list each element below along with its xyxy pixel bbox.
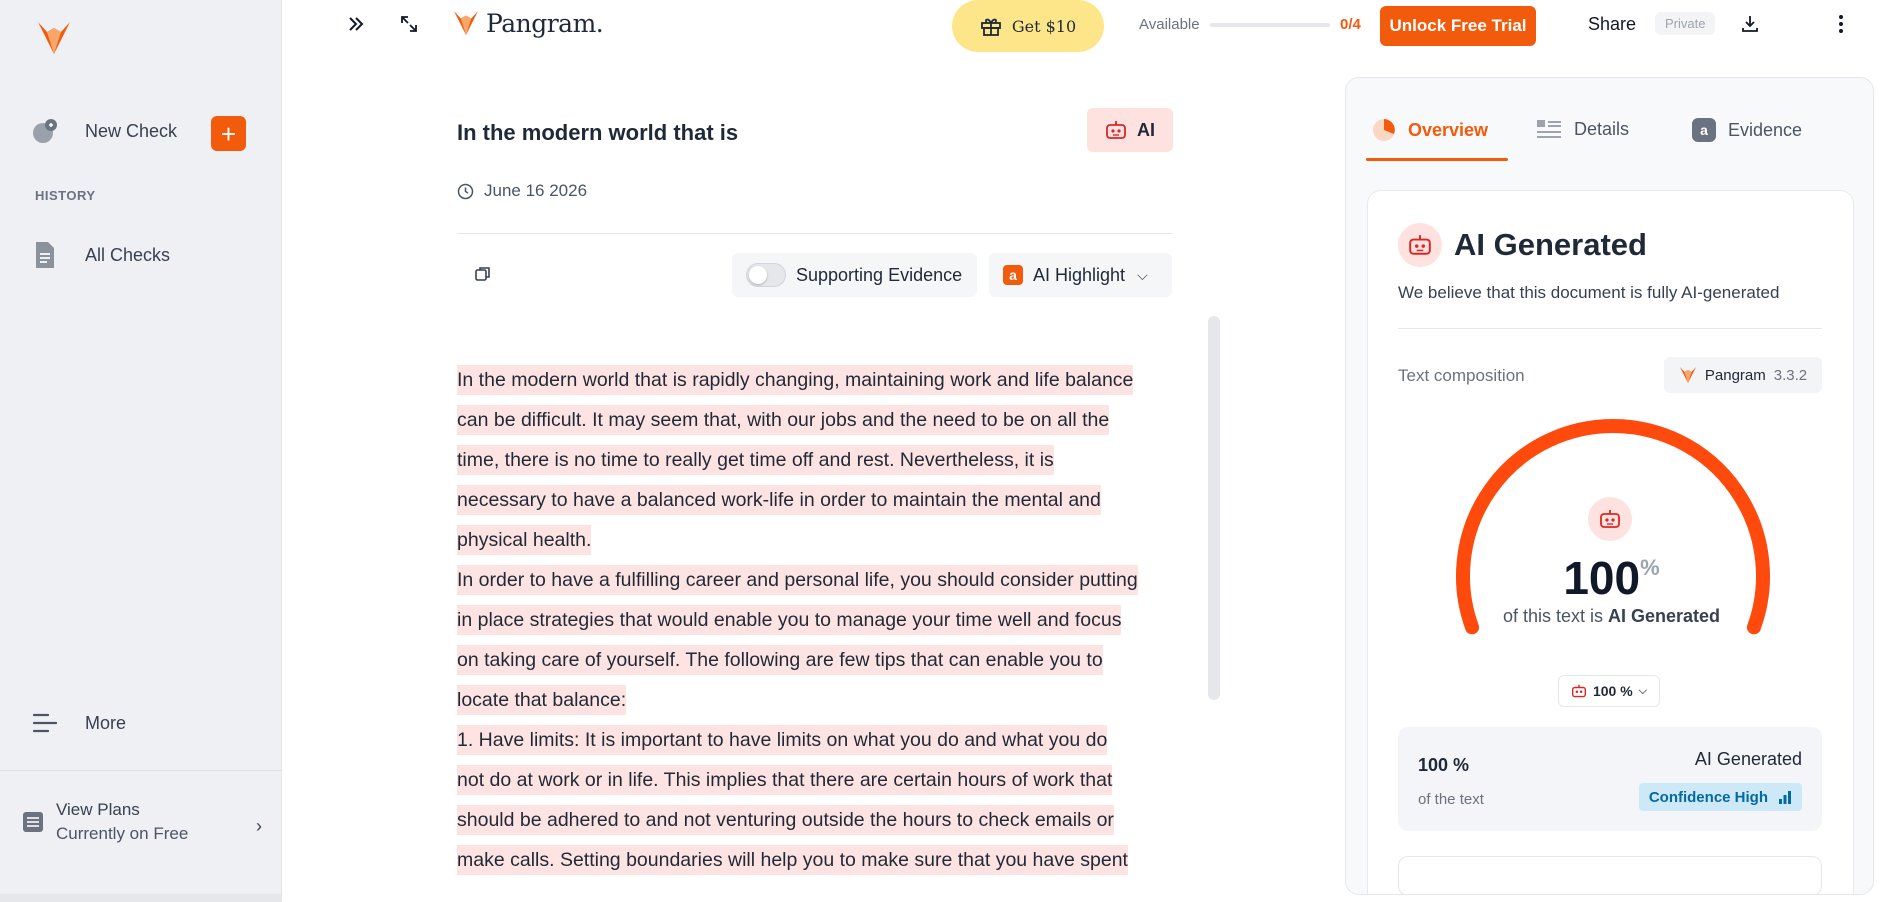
document-line [457, 720, 1177, 760]
plans-subtitle: Currently on Free [56, 824, 189, 843]
new-check-label: New Check [85, 120, 178, 141]
ai-highlighted-text: not do at work or in life. This implies that there are certain hours of work that [457, 765, 1112, 795]
more-menu[interactable] [30, 708, 126, 738]
gauge-number: 100 [1563, 552, 1641, 604]
sidebar [0, 0, 282, 902]
confidence-badge [1639, 783, 1802, 811]
document-line [457, 760, 1177, 800]
pangram-logo[interactable] [36, 18, 72, 58]
percentage-dropdown[interactable] [1558, 675, 1660, 707]
supporting-evidence-toggle[interactable] [732, 253, 977, 297]
model-version-chip [1664, 357, 1822, 393]
ai-highlighted-text: time, there is no time to really get time off and rest. Nevertheless, it is [457, 445, 1054, 475]
robot-icon [1105, 120, 1127, 140]
expand-sidebar-icon[interactable] [344, 12, 368, 36]
tab-evidence-label: Evidence [1728, 119, 1803, 140]
ai-highlighted-text: necessary to have a balanced work-life in order to maintain the mental and [457, 485, 1101, 515]
brand-name: Pangram. [486, 8, 604, 38]
get-10-button[interactable] [952, 0, 1104, 52]
model-name: Pangram [1704, 366, 1766, 384]
verdict-title: AI Generated [1454, 227, 1647, 262]
download-icon[interactable] [1738, 12, 1762, 36]
new-check-icon [30, 116, 60, 146]
next-section-card [1398, 856, 1822, 895]
available-count: 0/4 [1340, 16, 1361, 33]
view-plans-link[interactable] [22, 800, 262, 844]
card-divider [1398, 328, 1822, 329]
ai-highlighted-text: locate that balance: [457, 685, 626, 715]
plans-text [56, 800, 188, 844]
model-version: 3.3.2 [1773, 366, 1808, 384]
brand[interactable] [452, 8, 603, 38]
gift-icon [980, 15, 1002, 37]
new-check-plus-button[interactable]: + [211, 116, 246, 151]
tab-overview[interactable] [1372, 118, 1488, 142]
more-label: More [85, 712, 127, 733]
document-divider [457, 233, 1173, 234]
gauge-unit: % [1640, 555, 1660, 580]
sidebar-divider [0, 770, 282, 771]
document-scrollbar[interactable] [1208, 316, 1220, 700]
ai-highlighted-text: can be difficult. It may seem that, with our jobs and the need to be on all the [457, 405, 1109, 435]
document-line [457, 840, 1177, 880]
pie-icon [1372, 118, 1396, 142]
signal-bars-icon [1778, 790, 1792, 804]
robot-icon [1398, 223, 1442, 267]
private-badge[interactable]: Private [1655, 12, 1715, 35]
ai-highlighted-text: on taking care of yourself. The following are few tips that can enable you to [457, 645, 1103, 675]
get-10-label: Get $10 [1011, 16, 1077, 36]
document-title: In the modern world that is [457, 120, 739, 145]
ai-highlighted-text: physical health. [457, 525, 591, 555]
document-date-text: June 16 2026 [484, 181, 588, 200]
percentage-value: 100 % [1592, 683, 1633, 699]
new-check-link[interactable] [30, 116, 177, 146]
plans-title: View Plans [56, 800, 140, 819]
kebab-menu-icon[interactable] [1829, 12, 1853, 36]
ai-verdict-label: AI [1137, 119, 1155, 140]
details-icon [1536, 118, 1562, 140]
ai-highlight-label: AI Highlight [1033, 264, 1126, 285]
overview-card [1367, 190, 1854, 895]
pangram-a-icon: a [1003, 265, 1023, 285]
ai-highlighted-text: in place strategies that would enable you to manage your time well and focus [457, 605, 1121, 635]
result-summary [1398, 727, 1822, 831]
robot-small-icon [1571, 684, 1587, 698]
history-heading: HISTORY [35, 188, 96, 203]
document-line [457, 480, 1177, 520]
text-composition-label: Text composition [1398, 366, 1525, 385]
ai-highlight-dropdown[interactable] [989, 253, 1172, 297]
supporting-evidence-label: Supporting Evidence [796, 264, 963, 285]
document-line [457, 440, 1177, 480]
document-line [457, 360, 1177, 400]
ai-verdict-badge [1087, 108, 1173, 152]
clock-icon [457, 183, 474, 200]
tab-overview-label: Overview [1408, 119, 1489, 140]
evidence-a-icon: a [1692, 118, 1716, 142]
gauge-value [1368, 551, 1855, 605]
results-panel [1345, 77, 1874, 895]
sidebar-scrollbar[interactable] [0, 894, 282, 902]
active-tab-indicator [1366, 158, 1508, 161]
tab-details[interactable] [1536, 118, 1629, 140]
document-line [457, 600, 1177, 640]
document-text [457, 360, 1177, 880]
gauge-caption [1368, 606, 1855, 627]
verdict-description: We believe that this document is fully AI-generated [1398, 283, 1780, 302]
ai-highlighted-text: In order to have a fulfilling career and personal life, you should consider putting [457, 565, 1138, 595]
result-label: AI Generated [1694, 749, 1802, 769]
result-percentage: 100 % [1418, 755, 1470, 775]
copy-icon[interactable] [474, 265, 492, 288]
chevron-right-icon: › [256, 816, 262, 836]
evidence-switch[interactable] [746, 263, 786, 287]
chevron-down-icon: ⌵ [1638, 684, 1648, 697]
available-label: Available [1139, 16, 1200, 33]
result-subtext: of the text [1418, 791, 1484, 808]
all-checks-link[interactable] [30, 240, 170, 270]
document-line [457, 400, 1177, 440]
topbar [282, 0, 1898, 50]
document-line [457, 560, 1177, 600]
ai-highlighted-text: should be adhered to and not venturing outside the hours to check emails or [457, 805, 1114, 835]
tab-evidence[interactable] [1692, 118, 1802, 142]
confidence-label: Confidence High [1648, 788, 1768, 806]
share-button[interactable]: Share [1588, 14, 1637, 34]
all-checks-label: All Checks [85, 244, 171, 265]
pangram-brand-icon [452, 8, 480, 38]
ai-highlighted-text: 1. Have limits: It is important to have limits on what you do and what you do [457, 725, 1107, 755]
ai-highlighted-text: make calls. Setting boundaries will help you to make sure that you have spent [457, 845, 1128, 875]
document-line [457, 800, 1177, 840]
document-icon [30, 240, 60, 270]
document-line [457, 680, 1177, 720]
plans-icon [22, 811, 44, 833]
tab-details-label: Details [1574, 118, 1630, 139]
document-line [457, 640, 1177, 680]
ai-highlighted-text: In the modern world that is rapidly changing, maintaining work and life balance [457, 365, 1133, 395]
available-progress-bar [1210, 23, 1330, 27]
unlock-free-trial-button[interactable]: Unlock Free Trial [1380, 6, 1536, 46]
gauge-caption-bold: AI Generated [1608, 606, 1721, 626]
verdict-heading [1398, 223, 1647, 267]
chevron-down-icon: ⌵ [1137, 266, 1148, 283]
pangram-model-icon [1679, 365, 1697, 385]
document-date [457, 181, 587, 201]
gauge-caption-prefix: of this text is [1502, 606, 1603, 626]
menu-lines-icon [30, 708, 60, 738]
fullscreen-icon[interactable] [397, 12, 421, 36]
document-line [457, 520, 1177, 560]
gauge-robot-icon [1588, 497, 1632, 541]
